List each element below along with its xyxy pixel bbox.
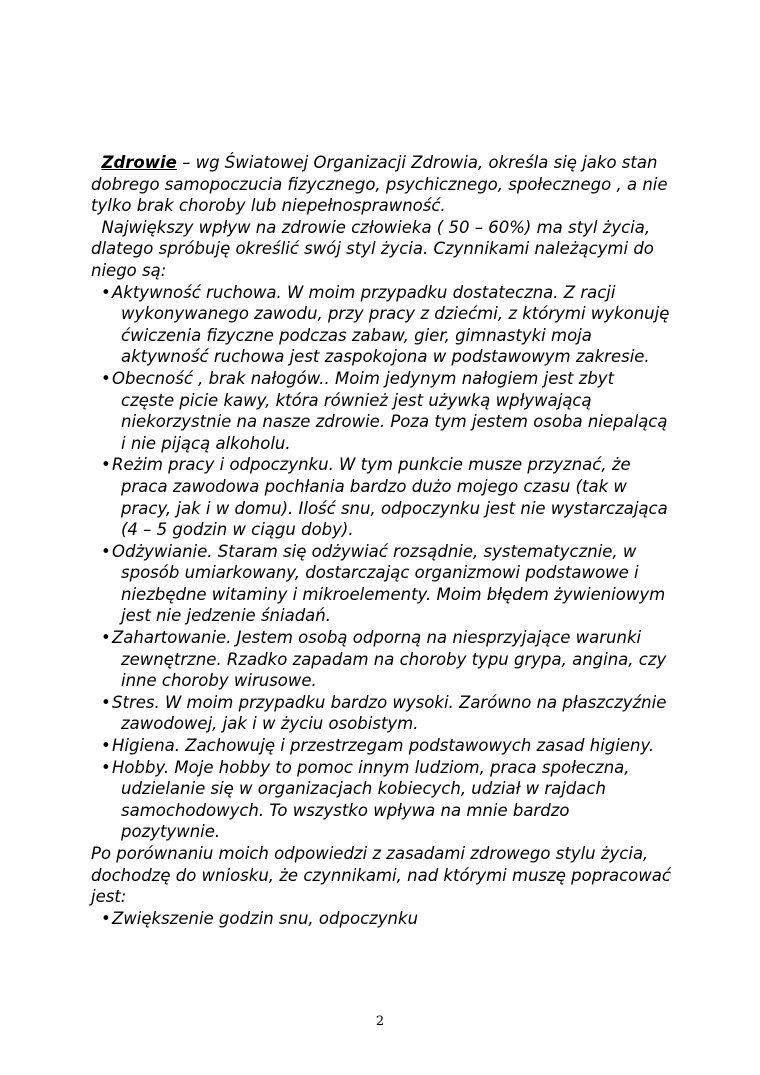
improvements-list bbox=[91, 908, 671, 930]
title-word: Zdrowie bbox=[101, 153, 177, 172]
list-item: • Zwiększenie godzin snu, odpoczynku bbox=[91, 908, 671, 930]
document-body bbox=[91, 152, 671, 929]
intro-paragraph bbox=[91, 152, 671, 217]
list-item: • Hobby. Moje hobby to pomoc innym ludziom, praca społeczna, udzielanie się w organizacjach kobiecych, udział w rajdach samochodowych. To wszystko wpływa na mnie bardzo pozytywnie. bbox=[91, 757, 671, 843]
list-item: • Obecność , brak nałogów.. Moim jedynym nałogiem jest zbyt częste picie kawy, która również jest używką wpływającą niekorzystnie na nasze zdrowie. Poza tym jestem osoba niepalącą i nie pijącą alkoholu. bbox=[91, 368, 671, 454]
page-number: 2 bbox=[375, 1014, 385, 1029]
lifestyle-paragraph bbox=[91, 217, 671, 282]
conclusion-paragraph: Po porównaniu moich odpowiedzi z zasadami zdrowego stylu życia, dochodzę do wniosku, że czynnikami, nad którymi muszę popracować jest: bbox=[91, 844, 671, 907]
factors-list bbox=[91, 282, 671, 843]
definition-text: – wg Światowej Organizacji Zdrowia, określa się jako stan dobrego samopoczucia fizycznego, psychicznego, społecznego , a nie tylko brak choroby lub niepełnosprawność. bbox=[91, 153, 668, 216]
list-item: • Higiena. Zachowuję i przestrzegam podstawowych zasad higieny. bbox=[91, 735, 671, 757]
lifestyle-text: Największy wpływ na zdrowie człowieka ( 50 – 60%) ma styl życia, dlatego spróbuję określić swój styl życia. Czynnikami należącymi do niego są: bbox=[91, 217, 654, 280]
list-item: • Reżim pracy i odpoczynku. W tym punkcie musze przyznać, że praca zawodowa pochłania bardzo dużo mojego czasu (tak w pracy, jak i w domu). Ilość snu, odpoczynku jest nie wystarczająca (4 – 5 godzin w ciągu doby). bbox=[91, 454, 671, 540]
list-item: • Stres. W moim przypadku bardzo wysoki. Zarówno na płaszczyźnie zawodowej, jak i w życiu osobistym. bbox=[91, 692, 671, 735]
list-item: • Odżywianie. Staram się odżywiać rozsądnie, systematycznie, w sposób umiarkowany, dostarczając organizmowi podstawowe i niezbędne witaminy i mikroelementy. Moim błędem żywieniowym jest nie jedzenie śniadań. bbox=[91, 541, 671, 627]
list-item: • Aktywność ruchowa. W moim przypadku dostateczna. Z racji wykonywanego zawodu, przy pracy z dziećmi, z którymi wykonuję ćwiczenia fizyczne podczas zabaw, gier, gimnastyki moja aktywność ruchowa jest zaspokojona w podstawowym zakresie. bbox=[91, 282, 671, 368]
list-item: • Zahartowanie. Jestem osobą odporną na niesprzyjające warunki zewnętrzne. Rzadko zapadam na choroby typu grypa, angina, czy inne choroby wirusowe. bbox=[91, 627, 671, 692]
